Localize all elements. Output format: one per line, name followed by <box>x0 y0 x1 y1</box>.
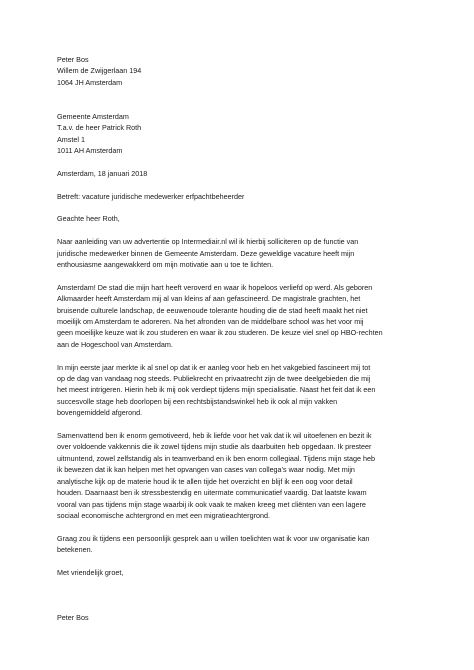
paragraph-line: succesvolle stage heb doorlopen bij een rechtsbijstandswinkel heb ik ook al mijn vakken <box>57 396 338 406</box>
paragraph-line: Amsterdam! De stad die mijn hart heeft veroverd en waar ik hopeloos verliefd op werd. Als geboren <box>57 282 373 292</box>
letter-signature: Peter Bos <box>57 613 89 623</box>
paragraph-line: vooral van pas tijdens mijn stage waarbij ik ook vaak te maken kreeg met cliënten van een lagere <box>57 499 366 509</box>
recipient-street: Amstel 1 <box>57 134 85 144</box>
paragraph-line: juridische medewerker binnen de Gemeente Amsterdam. Deze geweldige vacature heeft mijn <box>57 248 355 258</box>
paragraph-line: betekenen. <box>57 545 93 555</box>
paragraph-line: over voldoende vakkennis die ik zowel tijdens mijn studie als daarbuiten heb opgedaan. Ik presteer <box>57 442 372 452</box>
paragraph-line: op de dag van vandaag nog steeds. Publiekrecht en privaatrecht zijn de twee deelgebieden die mij <box>57 374 371 384</box>
paragraph-amsterdam <box>57 282 429 350</box>
paragraph-line: Samenvattend ben ik enorm gemotiveerd, heb ik liefde voor het vak dat ik wil uitoefenen en bezit ik <box>57 431 372 441</box>
letter-body <box>57 54 429 624</box>
letter-closing: Met vriendelijk groet, <box>57 567 124 577</box>
paragraph-line: uitmuntend, zowel zelfstandig als in teamverband en ik ben enorm collegiaal. Tijdens mijn stage heb <box>57 453 376 463</box>
paragraph-line: houden. Daarnaast ben ik stressbestendig en uitermate communicatief vaardig. Dat laatste kwam <box>57 488 367 498</box>
paragraph-line: het meest intrigeren. Hierin heb ik mij ook verdiept tijdens mijn specialisatie. Naast het feit dat ik een <box>57 385 376 395</box>
recipient-org: Gemeente Amsterdam <box>57 111 129 121</box>
paragraph-line: ik bewezen dat ik kan helpen met het opvangen van cases van collega’s waar nodig. Met mijn <box>57 465 355 475</box>
paragraph-line: sociaal economische achtergrond en met een migratieachtergrond. <box>57 510 270 520</box>
sender-city: 1064 JH Amsterdam <box>57 77 123 87</box>
paragraph-summary <box>57 430 429 521</box>
paragraph-line: bovengemiddeld afgerond. <box>57 408 143 418</box>
paragraph-line: Graag zou ik tijdens een persoonlijk gesprek aan u willen toelichten wat ik voor uw organisatie kan <box>57 533 370 543</box>
paragraph-line: Alkmaarder heeft Amsterdam mij al van kleins af aan gefascineerd. De magistrale grachten, het <box>57 294 361 304</box>
paragraph-line: analytische kijk op de materie houd ik te allen tijde het overzicht en blijf ik een oog voor detail <box>57 476 353 486</box>
letter-subject: Betreft: vacature juridische medewerker erfpachtbeheerder <box>57 191 245 201</box>
paragraph-line: aan de Hogeschool van Amsterdam. <box>57 339 173 349</box>
letter-date: Amsterdam, 18 januari 2018 <box>57 168 148 178</box>
sender-street: Willem de Zwijgerlaan 194 <box>57 66 142 76</box>
letter-salutation: Geachte heer Roth, <box>57 214 120 224</box>
paragraph-line: Naar aanleiding van uw advertentie op Intermediair.nl wil ik hierbij solliciteren op de functie van <box>57 237 359 247</box>
paragraph-line: moeilijk om Amsterdam te adoreren. Na het afronden van de middelbare school was het voor mij <box>57 317 364 327</box>
paragraph-line: bruisende culturele landschap, de eeuwenoude tolerante houding die de stad heeft maakt het niet <box>57 305 368 315</box>
recipient-city: 1011 AH Amsterdam <box>57 146 123 156</box>
sender-name: Peter Bos <box>57 55 89 64</box>
sender-address <box>57 54 429 88</box>
paragraph-study <box>57 362 429 419</box>
recipient-address <box>57 111 429 157</box>
paragraph-intro <box>57 236 429 270</box>
paragraph-line: enthousiasme aangewakkerd om mijn motivatie aan u toe te lichten. <box>57 260 274 270</box>
recipient-attn: T.a.v. de heer Patrick Roth <box>57 123 142 133</box>
paragraph-line: geen moeilijke keuze wat ik zou studeren en waar ik zou studeren. De keuze viel snel op HBO-rechten <box>57 328 383 338</box>
paragraph-closing-request <box>57 533 429 556</box>
paragraph-line: In mijn eerste jaar merkte ik al snel op dat ik er aanleg voor heb en het vakgebied fascineert mij tot <box>57 362 371 372</box>
